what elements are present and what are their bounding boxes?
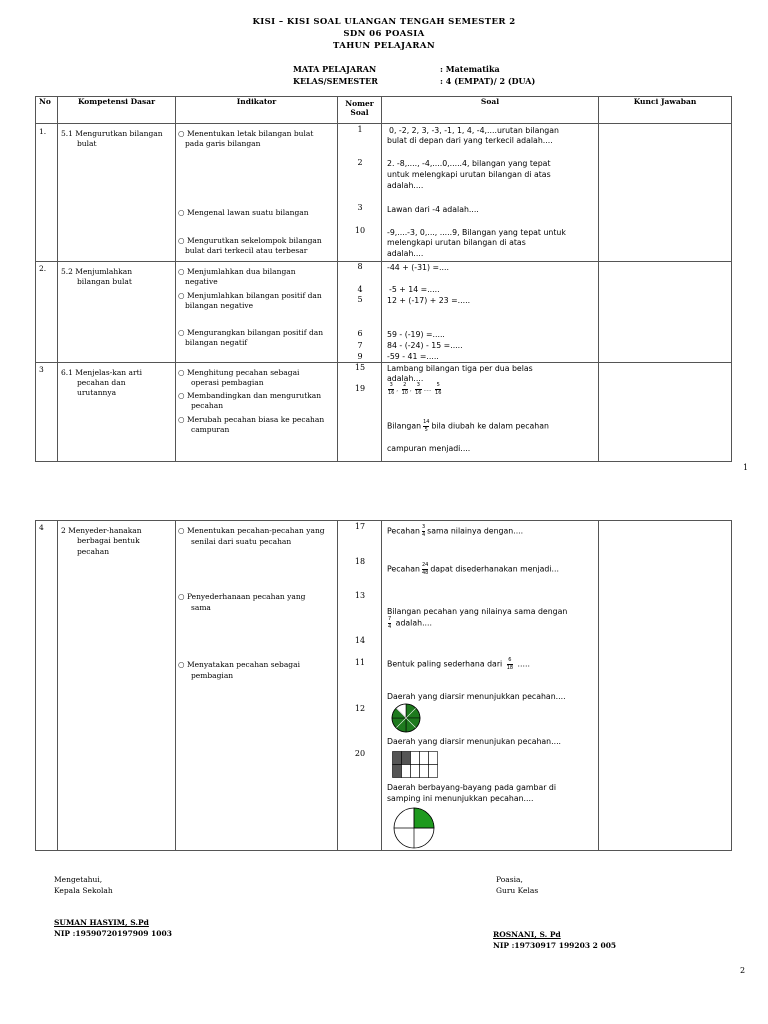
question-text: Daerah yang diarsir menunjukkan pecahan.... [387,692,566,701]
indicator-item: pembagian [191,671,234,680]
signature-right-line1: Poasia, [496,875,523,884]
signature-left-line1: Mengetahui, [54,875,103,884]
fraction: $\frac{7}{4}$ [388,616,392,630]
question-text: adalah.... [387,181,424,190]
question-number: 9 [357,352,363,361]
question-text: Pecahan $\frac{24}{48}$ dapat disederhanakan menjadi... [387,562,559,576]
question-text: Daerah berbayang-bayang pada gambar di [387,783,557,792]
question-text: Bentuk paling sederhana dari $\frac{6}{18}$ ..... [387,657,530,671]
question-number: 14 [354,636,366,645]
col-nomer-line2: Soal [350,108,369,117]
indicator-item: ○ Menentukan pecahan-pecahan yang [178,526,325,535]
kd-text: 6.1 Menjelas-kan arti [61,368,142,377]
table-row [36,262,732,363]
question-text: 59 - (-19) =..... [387,330,445,339]
fraction: $\frac{14}{5}$ [423,419,430,433]
indicator-item: negative [185,277,218,286]
class-label: KELAS/SEMESTER [293,76,378,86]
question-text: Daerah yang diarsir menunjukan pecahan.... [387,737,562,746]
kd-text: 2 Menyeder-hanakan [61,526,142,535]
kd-text: berbagai bentuk [77,536,140,545]
question-number: 12 [354,704,366,713]
question-number: 2 [357,158,363,167]
kisi-table-page1 [35,96,732,462]
kd-text: urutannya [77,388,117,397]
indicator-item: ○ Menyatakan pecahan sebagai [178,660,300,669]
indicator-item: bilangan negatif [185,338,248,347]
kd-text: pecahan dan [77,378,126,387]
fraction: $\frac{3}{16}$ [415,382,422,396]
indicator-item: senilai dari suatu pecahan [191,537,292,546]
question-text: bulat di depan dari yang terkecil adalah.... [387,136,553,145]
question-number: 5 [357,295,363,304]
row-number: 2. [39,264,47,273]
question-number: 4 [357,285,363,294]
indicator-item: ○ Menjumlahkan dua bilangan [178,267,296,276]
indicator-item: ○ Penyederhanaan pecahan yang [178,592,306,601]
indicator-item: bilangan negative [185,301,254,310]
kd-text: 5.1 Mengurutkan bilangan [61,129,163,138]
question-text: Pecahan $\frac{3}{4}$ sama nilainya dengan.... [387,524,524,538]
question-text: Bilangan $\frac{14}{5}$ bila diubah ke dalam pecahan [387,419,549,433]
question-number: 8 [357,262,363,271]
table-row [36,124,732,262]
school-year: TAHUN PELAJARAN [332,41,436,51]
table-row [36,521,732,851]
question-number: 19 [354,384,366,393]
row-number: 3 [39,365,44,374]
question-text: Bilangan pecahan yang nilainya sama dengan [387,607,568,616]
indicator-item: ○ Membandingkan dan mengurutkan [178,391,322,400]
col-kd: Kompetensi Dasar [58,97,176,124]
teacher-name: ROSNANI, S. Pd [493,930,561,939]
col-kunci: Kunci Jawaban [599,97,732,124]
indicator-item: pada garis bilangan [185,139,261,148]
kd-text: bulat [77,139,97,148]
indicator-item: pecahan [191,401,224,410]
col-nomer [338,97,382,124]
question-number: 18 [354,557,366,566]
class-value: : 4 (EMPAT)/ 2 (DUA) [440,76,536,86]
question-text: adalah.... [387,374,424,383]
row-number: 4 [39,523,44,532]
fraction-list: $\frac{3}{16}$ , $\frac{2}{10}$ , $\frac{3}{16}$ ..... $\frac{5}{16}$ [388,382,442,396]
question-text: adalah.... [387,249,424,258]
subject-value: : Matematika [440,64,500,74]
shaded-circle-figure [389,703,425,735]
col-indikator: Indikator [176,97,338,124]
indicator-item: ○ Mengenal lawan suatu bilangan [178,208,309,217]
question-number: 17 [354,522,366,531]
kd-text: pecahan [77,547,110,556]
fraction: $\frac{2}{10}$ [401,382,408,396]
question-number: 20 [354,749,366,758]
question-text: -5 + 14 =..... [389,285,440,294]
question-text: campuran menjadi.... [387,444,471,453]
doc-title: KISI – KISI SOAL ULANGAN TENGAH SEMESTER 2 [252,17,516,27]
table-header-row [36,97,732,124]
col-nomer-line1: Nomer [345,99,374,108]
kisi-table-page2 [35,520,732,851]
question-number: 15 [354,363,366,372]
fraction: $\frac{3}{16}$ [388,382,395,396]
fraction: $\frac{3}{4}$ [421,524,426,538]
question-text: melengkapi urutan bilangan di atas [387,238,526,247]
indicator-item: ○ Mengurangkan bilangan positif dan [178,328,324,337]
indicator-item: campuran [191,425,230,434]
indicator-item: bulat dari terkecil atau terbesar [185,246,308,255]
fraction: $\frac{5}{16}$ [435,382,442,396]
question-text: -9,....-3, 0,..., .....9, Bilangan yang tepat untuk [387,228,566,237]
indicator-item: ○ Menghitung pecahan sebagai [178,368,300,377]
kd-text: bilangan bulat [77,277,132,286]
indicator-item: sama [191,603,211,612]
col-soal: Soal [382,97,599,124]
question-number: 7 [357,341,363,350]
answer-cell [599,363,732,462]
question-text: Lambang bilangan tiga per dua belas [387,364,533,373]
question-number: 6 [357,329,363,338]
school-name: SDN 06 POASIA [343,29,425,39]
headmaster-name: SUMAN HASYIM, S.Pd [54,918,149,927]
subject-label: MATA PELAJARAN [293,64,377,74]
question-text: 2. -8,...., -4,....0,.....4, bilangan yang tepat [387,159,551,168]
question-number: 10 [354,226,366,235]
question-text: 0, -2, 2, 3, -3, -1, 1, 4, -4,....urutan bilangan [389,126,559,135]
question-number: 13 [354,591,366,600]
question-text: samping ini menunjukkan pecahan.... [387,794,534,803]
question-text: -59 - 41 =..... [387,352,439,361]
answer-cell [599,124,732,262]
fraction: $\frac{24}{48}$ [421,562,429,576]
signature-left-line2: Kepala Sekolah [54,886,113,895]
quarter-circle-figure [392,806,438,852]
signature-right-line2: Guru Kelas [496,886,539,895]
answer-cell [599,521,732,851]
fraction: $\frac{6}{18}$ [506,657,514,671]
row-number: 1. [39,127,47,136]
page-number: 2 [740,966,746,975]
question-text: $\frac{7}{4}$ adalah.... [388,616,432,630]
kd-text: 5.2 Menjumlahkan [61,267,133,276]
indicator-item: ○ Mengurutkan sekelompok bilangan [178,236,322,245]
question-text: 84 - (-24) - 15 =..... [387,341,463,350]
question-text: untuk melengkapi urutan bilangan di atas [387,170,551,179]
indicator-item: ○ Menentukan letak bilangan bulat [178,129,314,138]
shaded-grid-figure [392,751,440,781]
question-text: -44 + (-31) =.... [387,263,449,272]
teacher-nip: NIP :19730917 199203 2 005 [493,941,617,950]
question-text: Lawan dari -4 adalah.... [387,205,479,214]
question-number: 1 [357,125,363,134]
question-number: 11 [354,658,366,667]
table-row [36,363,732,462]
question-text: 12 + (-17) + 23 =..... [387,296,471,305]
indicator-item: ○ Merubah pecahan biasa ke pecahan [178,415,325,424]
indicator-item: ○ Menjumlahkan bilangan positif dan [178,291,322,300]
col-no: No [36,97,58,124]
headmaster-nip: NIP :19590720197909 1003 [54,929,172,938]
page-number: 1 [743,463,749,472]
indicator-item: operasi pembagian [191,378,264,387]
answer-cell [599,262,732,363]
question-number: 3 [357,203,363,212]
